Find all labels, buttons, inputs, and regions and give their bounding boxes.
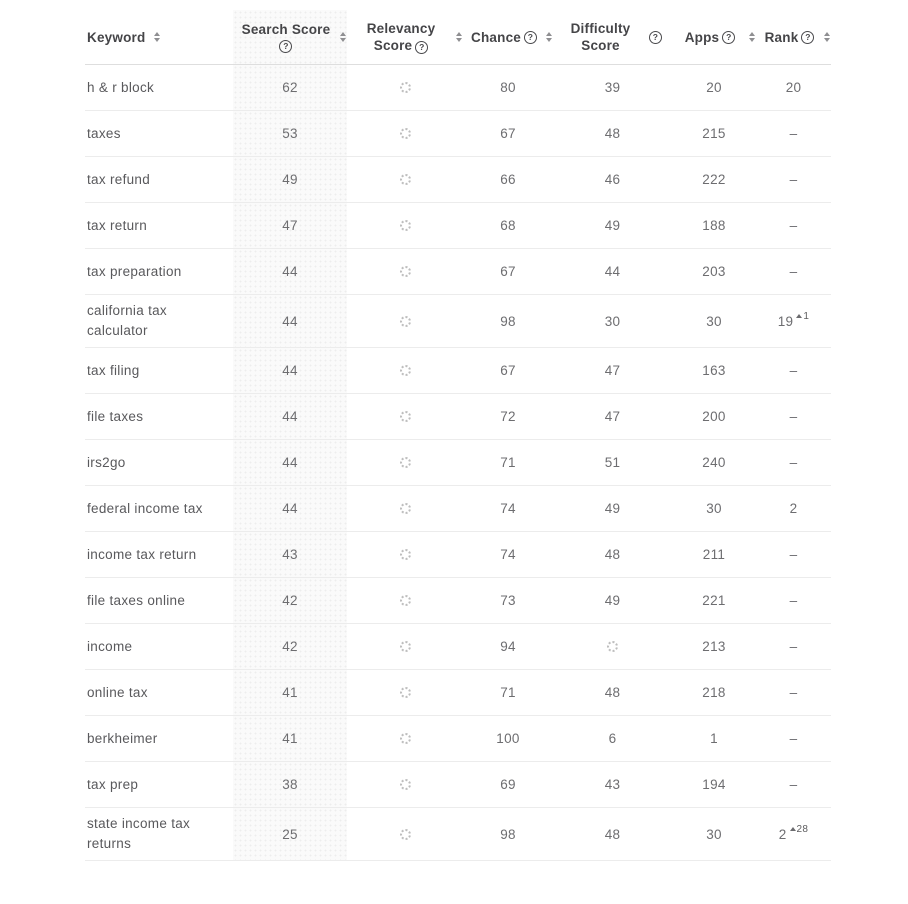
difficulty-score-cell: 48 <box>604 685 621 700</box>
search-score-cell: 44 <box>233 348 347 393</box>
rank-value: – <box>789 731 798 746</box>
keyword-table <box>85 10 831 861</box>
relevancy-score-cell <box>347 111 463 156</box>
table-row[interactable] <box>85 348 831 394</box>
rank-value: – <box>789 409 798 424</box>
relevancy-score-cell <box>347 486 463 531</box>
difficulty-score-cell: 51 <box>604 455 621 470</box>
chance-cell: 74 <box>500 501 516 516</box>
table-row[interactable] <box>85 111 831 157</box>
table-row[interactable] <box>85 486 831 532</box>
table-row[interactable] <box>85 157 831 203</box>
loading-spinner-icon <box>400 549 411 560</box>
search-score-cell: 47 <box>233 203 347 248</box>
rank-cell <box>756 157 831 202</box>
rank-cell <box>756 394 831 439</box>
rank-change-badge <box>790 824 809 835</box>
chance-cell: 98 <box>500 826 516 842</box>
chance-cell: 67 <box>500 126 516 141</box>
column-header-label: Search Score <box>241 22 331 37</box>
relevancy-score-cell <box>347 394 463 439</box>
apps-cell: 20 <box>706 80 722 95</box>
relevancy-score-cell <box>347 295 463 347</box>
difficulty-score-cell: 46 <box>604 172 621 187</box>
rank-value: – <box>789 593 798 608</box>
search-score-cell: 41 <box>233 670 347 715</box>
rank-cell <box>756 348 831 393</box>
search-score-cell: 41 <box>233 716 347 761</box>
loading-spinner-icon <box>400 266 411 277</box>
keyword-cell: tax filing <box>87 362 140 378</box>
search-score-cell: 44 <box>233 295 347 347</box>
table-body <box>85 65 831 861</box>
chance-cell: 68 <box>500 218 516 233</box>
rank-change-value: 28 <box>796 823 809 835</box>
loading-spinner-icon <box>607 641 618 652</box>
rank-value: – <box>789 126 798 141</box>
apps-cell: 1 <box>710 731 718 746</box>
keyword-cell: income tax return <box>87 546 197 562</box>
rank-value: – <box>789 363 798 378</box>
table-row[interactable] <box>85 578 831 624</box>
apps-cell: 222 <box>702 172 726 187</box>
difficulty-score-cell: 48 <box>604 126 621 141</box>
rank-value: 19 <box>777 313 794 329</box>
difficulty-score-cell: 30 <box>604 313 621 329</box>
column-header-label: Rank <box>764 29 799 45</box>
rank-value: – <box>789 685 798 700</box>
apps-cell: 240 <box>702 455 726 470</box>
rank-value: 20 <box>785 80 802 95</box>
relevancy-score-cell <box>347 249 463 294</box>
keyword-cell: file taxes <box>87 408 144 424</box>
relevancy-score-cell <box>347 348 463 393</box>
keyword-cell: state income tax returns <box>87 816 191 851</box>
relevancy-score-cell <box>347 532 463 577</box>
loading-spinner-icon <box>400 779 411 790</box>
help-icon[interactable]: ? <box>649 31 662 44</box>
keyword-cell: taxes <box>87 125 121 141</box>
search-score-cell: 44 <box>233 486 347 531</box>
rank-value: 2 <box>789 501 798 516</box>
sort-icon[interactable] <box>749 32 755 42</box>
column-header-keyword[interactable] <box>85 10 233 64</box>
apps-cell: 163 <box>702 363 726 378</box>
search-score-cell: 38 <box>233 762 347 807</box>
loading-spinner-icon <box>400 641 411 652</box>
column-header-label: Chance <box>471 29 521 45</box>
table-row[interactable] <box>85 624 831 670</box>
chance-cell: 94 <box>500 639 516 654</box>
relevancy-score-cell <box>347 440 463 485</box>
search-score-cell: 62 <box>233 65 347 110</box>
rank-cell <box>756 295 831 347</box>
column-header-relevancy-score[interactable] <box>347 10 463 64</box>
help-icon[interactable]: ? <box>524 31 537 44</box>
sort-icon[interactable] <box>340 32 346 42</box>
chance-cell: 71 <box>500 685 516 700</box>
chance-cell: 72 <box>500 409 516 424</box>
keyword-cell: h & r block <box>87 79 155 95</box>
relevancy-score-cell <box>347 624 463 669</box>
apps-cell: 200 <box>702 409 726 424</box>
keyword-cell: income <box>87 638 133 654</box>
table-row[interactable] <box>85 808 831 861</box>
loading-spinner-icon <box>400 687 411 698</box>
chance-cell: 100 <box>496 731 520 746</box>
apps-cell: 221 <box>702 593 726 608</box>
rank-value: – <box>789 455 798 470</box>
table-row[interactable] <box>85 440 831 486</box>
loading-spinner-icon <box>400 316 411 327</box>
table-row[interactable] <box>85 670 831 716</box>
relevancy-score-cell <box>347 203 463 248</box>
keyword-cell: file taxes online <box>87 592 186 608</box>
chance-cell: 98 <box>500 313 516 329</box>
chance-cell: 66 <box>500 172 516 187</box>
difficulty-score-cell: 48 <box>604 547 621 562</box>
search-score-cell: 49 <box>233 157 347 202</box>
search-score-cell: 44 <box>233 440 347 485</box>
relevancy-score-cell <box>347 716 463 761</box>
help-icon[interactable]: ? <box>722 31 735 44</box>
apps-cell: 194 <box>702 777 726 792</box>
difficulty-score-cell: 44 <box>604 264 621 279</box>
table-row[interactable] <box>85 762 831 808</box>
search-score-cell: 25 <box>233 808 347 860</box>
search-score-cell: 42 <box>233 624 347 669</box>
help-icon[interactable]: ? <box>801 31 814 44</box>
apps-cell: 211 <box>702 547 726 562</box>
loading-spinner-icon <box>400 128 411 139</box>
difficulty-score-cell: 6 <box>608 731 617 746</box>
apps-cell: 218 <box>702 685 726 700</box>
loading-spinner-icon <box>400 220 411 231</box>
difficulty-score-cell: 48 <box>604 826 621 842</box>
loading-spinner-icon <box>400 174 411 185</box>
loading-spinner-icon <box>400 365 411 376</box>
apps-cell: 30 <box>706 313 722 329</box>
relevancy-score-cell <box>347 65 463 110</box>
keyword-cell: berkheimer <box>87 730 158 746</box>
column-header-apps[interactable] <box>672 10 756 64</box>
search-score-cell: 43 <box>233 532 347 577</box>
keyword-cell: tax return <box>87 217 148 233</box>
help-icon[interactable]: ? <box>415 41 428 54</box>
table-row[interactable] <box>85 716 831 762</box>
relevancy-score-cell <box>347 808 463 860</box>
rank-value: – <box>789 218 798 233</box>
apps-cell: 213 <box>702 639 726 654</box>
difficulty-score-cell: 49 <box>604 218 621 233</box>
keyword-cell: tax prep <box>87 776 139 792</box>
apps-cell: 30 <box>706 826 722 842</box>
rank-cell <box>756 65 831 110</box>
rank-value: – <box>789 777 798 792</box>
sort-icon[interactable] <box>546 32 552 42</box>
chance-cell: 80 <box>500 80 516 95</box>
rank-cell <box>756 440 831 485</box>
help-icon[interactable]: ? <box>279 40 292 53</box>
difficulty-score-cell: 39 <box>604 80 621 95</box>
loading-spinner-icon <box>400 457 411 468</box>
search-score-cell: 44 <box>233 249 347 294</box>
chance-cell: 67 <box>500 363 516 378</box>
column-header-label: Keyword <box>87 29 146 45</box>
rank-up-icon <box>796 314 802 318</box>
loading-spinner-icon <box>400 503 411 514</box>
relevancy-score-cell <box>347 670 463 715</box>
table-row[interactable] <box>85 394 831 440</box>
chance-cell: 69 <box>500 777 516 792</box>
keyword-cell: federal income tax <box>87 500 203 516</box>
rank-cell <box>756 486 831 531</box>
rank-cell <box>756 532 831 577</box>
loading-spinner-icon <box>400 411 411 422</box>
rank-value: 2 <box>778 826 787 842</box>
loading-spinner-icon <box>400 82 411 93</box>
keyword-cell: tax preparation <box>87 263 182 279</box>
search-score-cell: 53 <box>233 111 347 156</box>
column-header-difficulty-score[interactable] <box>553 10 672 64</box>
rank-change-value: 1 <box>803 310 810 322</box>
chance-cell: 67 <box>500 264 516 279</box>
apps-cell: 203 <box>702 264 726 279</box>
table-row[interactable] <box>85 203 831 249</box>
rank-cell <box>756 716 831 761</box>
rank-value: – <box>789 639 798 654</box>
difficulty-score-cell: 49 <box>604 501 621 516</box>
keyword-cell: irs2go <box>87 454 126 470</box>
difficulty-score-cell: 43 <box>604 777 621 792</box>
loading-spinner-icon <box>400 733 411 744</box>
difficulty-score-cell: 49 <box>604 593 621 608</box>
keyword-cell: tax refund <box>87 171 151 187</box>
search-score-cell: 44 <box>233 394 347 439</box>
chance-cell: 71 <box>500 455 516 470</box>
rank-value: – <box>789 264 798 279</box>
rank-cell <box>756 624 831 669</box>
apps-cell: 188 <box>702 218 726 233</box>
relevancy-score-cell <box>347 762 463 807</box>
difficulty-score-cell: 47 <box>604 409 621 424</box>
table-header-row <box>85 10 831 65</box>
sort-icon[interactable] <box>154 32 160 42</box>
keyword-cell: california tax calculator <box>87 303 167 338</box>
rank-value: – <box>789 172 798 187</box>
rank-value: – <box>789 547 798 562</box>
column-header-rank[interactable] <box>756 10 831 64</box>
column-header-label: Difficulty Score <box>570 21 631 53</box>
difficulty-score-cell: 47 <box>604 363 621 378</box>
rank-cell <box>756 808 831 860</box>
apps-cell: 30 <box>706 501 722 516</box>
keyword-cell: online tax <box>87 684 148 700</box>
chance-cell: 73 <box>500 593 516 608</box>
rank-change-badge <box>796 311 809 322</box>
rank-cell <box>756 762 831 807</box>
column-header-search-score[interactable] <box>233 10 347 64</box>
search-score-cell: 42 <box>233 578 347 623</box>
table-row[interactable] <box>85 65 831 111</box>
rank-cell <box>756 111 831 156</box>
difficulty-score-cell <box>553 624 672 669</box>
loading-spinner-icon <box>400 595 411 606</box>
loading-spinner-icon <box>400 829 411 840</box>
table-row[interactable] <box>85 249 831 295</box>
sort-icon[interactable] <box>456 32 462 42</box>
relevancy-score-cell <box>347 578 463 623</box>
rank-cell <box>756 578 831 623</box>
column-header-label: Apps <box>684 29 720 45</box>
rank-cell <box>756 249 831 294</box>
apps-cell: 215 <box>702 126 726 141</box>
rank-up-icon <box>790 827 796 831</box>
column-header-chance[interactable] <box>463 10 553 64</box>
chance-cell: 74 <box>500 547 516 562</box>
relevancy-score-cell <box>347 157 463 202</box>
sort-icon[interactable] <box>824 32 830 42</box>
table-row[interactable] <box>85 295 831 348</box>
rank-cell <box>756 670 831 715</box>
column-header-label: Relevancy Score <box>366 21 436 53</box>
table-row[interactable] <box>85 532 831 578</box>
rank-cell <box>756 203 831 248</box>
